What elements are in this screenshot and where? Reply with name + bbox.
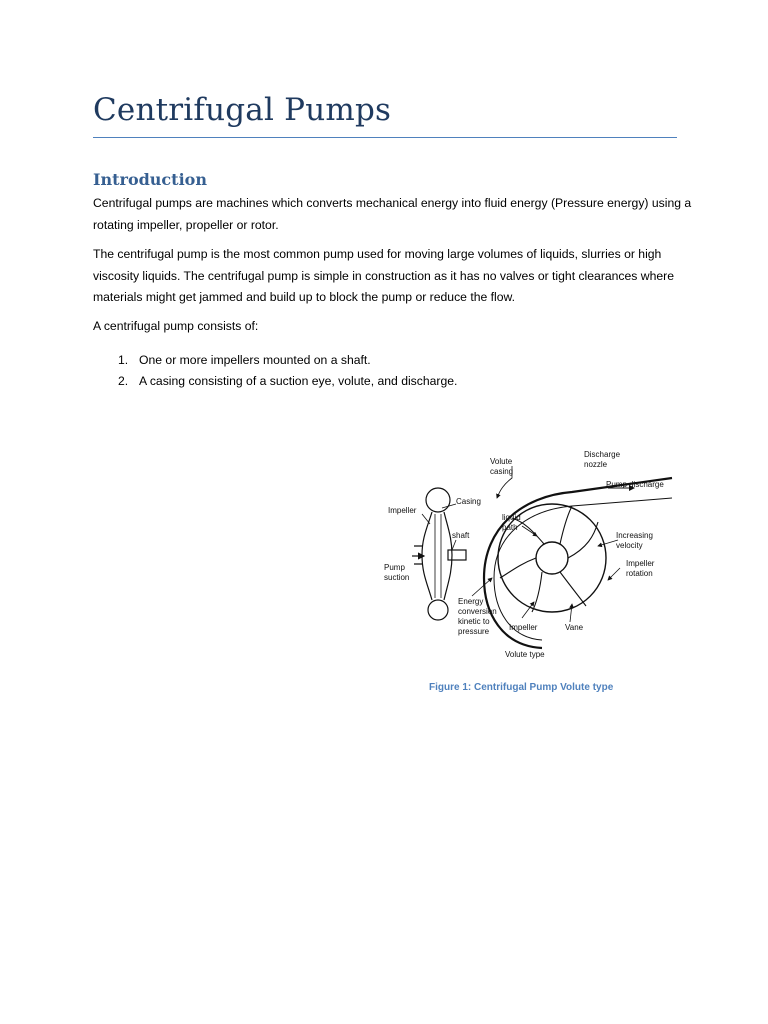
label-casing: Casing (456, 497, 481, 506)
rotation-arrow (608, 568, 620, 580)
vane-arrow (570, 604, 572, 622)
label-pump-discharge: Pump discharge (606, 480, 664, 489)
section-heading-introduction: Introduction (93, 170, 207, 189)
label-discharge-nozzle: nozzle (584, 460, 608, 469)
list-item (118, 350, 678, 371)
label-impeller-side: Impeller (388, 506, 417, 515)
liquid-path-arrow (522, 526, 537, 536)
title-divider (93, 137, 677, 138)
label-energy-conversion: pressure (458, 627, 490, 636)
label-impeller-rotation: rotation (626, 569, 653, 578)
label-liquid-path: path (502, 523, 518, 532)
page-title: Centrifugal Pumps (93, 92, 392, 128)
velocity-arrow (598, 540, 618, 546)
label-volute-casing: Volute (490, 457, 513, 466)
label-shaft: shaft (452, 531, 470, 540)
list-item-text: One or more impellers mounted on a shaft. (139, 353, 371, 367)
label-liquid-path: liquid (502, 513, 521, 522)
paragraph-definition: Centrifugal pumps are machines which converts mechanical energy into fluid energy (Pressure energy) using a rotating impeller, propeller or rotor. (93, 196, 692, 232)
label-discharge-nozzle: Discharge (584, 450, 621, 459)
label-increasing-velocity: Increasing (616, 531, 653, 540)
label-volute-type: Volute type (505, 650, 545, 659)
paragraph-usage: The centrifugal pump is the most common pump used for moving large volumes of liquids, slurries or high viscosity liquids. The centrifugal pump is simple in construction as it has no valves or tight clearances where materials might get jammed and build up to block the pump or reduce the flow. (93, 247, 674, 304)
pump-diagram (372, 418, 692, 663)
pump-diagram-figure (372, 418, 692, 663)
energy-arrow (472, 578, 492, 596)
list-item-text: A casing consisting of a suction eye, volute, and discharge. (139, 374, 458, 388)
label-pump-suction: suction (384, 573, 410, 582)
label-energy-conversion: kinetic to (458, 617, 490, 626)
casing-top-ring (426, 488, 450, 512)
impeller-eye (536, 542, 568, 574)
label-increasing-velocity: velocity (616, 541, 643, 550)
list-item-number: 1. (118, 353, 129, 367)
list-item-number: 2. (118, 374, 129, 388)
label-energy-conversion: Energy (458, 597, 484, 606)
figure-caption: Figure 1: Centrifugal Pump Volute type (429, 682, 614, 693)
list-item (118, 371, 678, 392)
label-volute-casing: casing (490, 467, 514, 476)
impeller-plates (435, 514, 441, 598)
shaft-leader (452, 540, 456, 550)
paragraph-consists-of: A centrifugal pump consists of: (93, 319, 259, 333)
label-vane: Vane (565, 623, 584, 632)
shaft-stub (448, 550, 466, 560)
label-impeller-bottom: Impeller (509, 623, 538, 632)
components-list (118, 350, 678, 392)
casing-bottom-ring (428, 600, 448, 620)
label-energy-conversion: conversion (458, 607, 497, 616)
diagram-labels (384, 450, 664, 659)
label-pump-suction: Pump (384, 563, 405, 572)
impeller-leader (422, 514, 430, 524)
suction-inlet (414, 546, 422, 564)
label-impeller-rotation: Impeller (626, 559, 655, 568)
